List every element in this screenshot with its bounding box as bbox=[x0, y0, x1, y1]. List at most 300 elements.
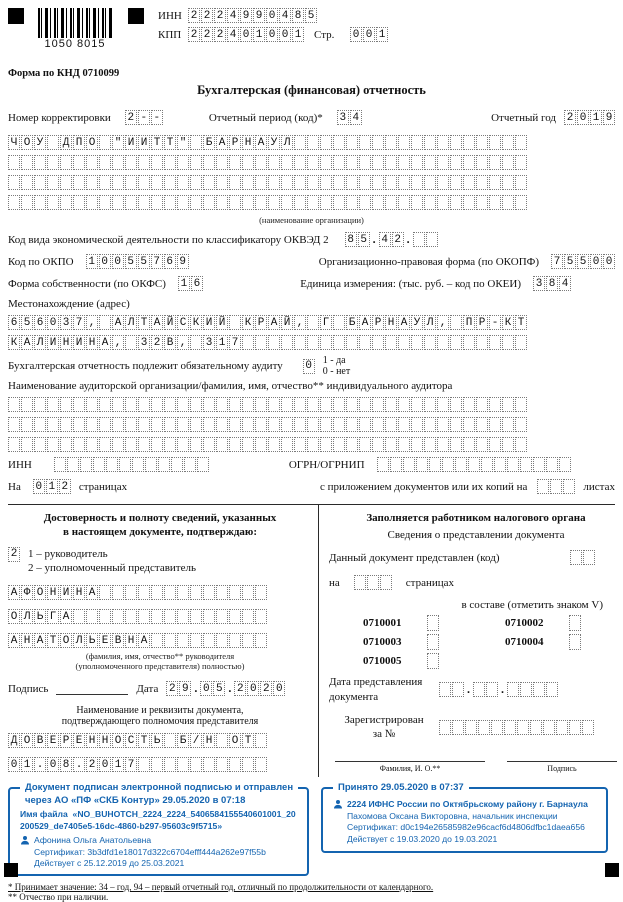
form-cell[interactable] bbox=[439, 720, 451, 735]
audit-field[interactable] bbox=[303, 359, 315, 374]
form-cell[interactable] bbox=[177, 397, 189, 412]
form-cell[interactable] bbox=[294, 155, 306, 170]
form-cell[interactable]: Р bbox=[372, 315, 384, 330]
form-cell[interactable] bbox=[171, 457, 183, 472]
submitted-code-field[interactable] bbox=[570, 550, 595, 565]
form-cell[interactable]: Б bbox=[177, 733, 189, 748]
form-cell[interactable]: Д bbox=[8, 733, 20, 748]
form-cell[interactable]: Л bbox=[21, 609, 33, 624]
form-cell[interactable] bbox=[346, 417, 358, 432]
form-cell[interactable]: О bbox=[34, 585, 46, 600]
form-cell[interactable] bbox=[320, 155, 332, 170]
form-cell[interactable] bbox=[190, 757, 202, 772]
form-cell[interactable] bbox=[99, 609, 111, 624]
form-cell[interactable] bbox=[34, 437, 46, 452]
form-cell[interactable] bbox=[502, 175, 514, 190]
form-cell[interactable]: 7 bbox=[73, 315, 85, 330]
form-cell[interactable] bbox=[333, 175, 345, 190]
auditor-name-row[interactable] bbox=[8, 417, 615, 432]
form-cell[interactable] bbox=[242, 633, 254, 648]
form-cell[interactable] bbox=[450, 155, 462, 170]
form-cell[interactable]: 3 bbox=[203, 335, 215, 350]
form-cell[interactable] bbox=[346, 397, 358, 412]
form-cell[interactable] bbox=[203, 417, 215, 432]
form-cell[interactable] bbox=[47, 397, 59, 412]
form-cell[interactable] bbox=[112, 155, 124, 170]
form-cell[interactable] bbox=[112, 417, 124, 432]
form-cell[interactable] bbox=[489, 397, 501, 412]
org-name-row[interactable] bbox=[8, 155, 615, 170]
form-cell[interactable] bbox=[125, 155, 137, 170]
form-cell[interactable] bbox=[476, 175, 488, 190]
form-cell[interactable]: 1 bbox=[376, 27, 388, 42]
form-cell[interactable] bbox=[385, 135, 397, 150]
form-cell[interactable] bbox=[177, 155, 189, 170]
form-cell[interactable] bbox=[294, 335, 306, 350]
form-cell[interactable] bbox=[380, 575, 392, 590]
form-cell[interactable] bbox=[164, 397, 176, 412]
form-cell[interactable] bbox=[138, 175, 150, 190]
form-cell[interactable] bbox=[47, 175, 59, 190]
form-cell[interactable]: - bbox=[151, 110, 163, 125]
form-cell[interactable] bbox=[424, 175, 436, 190]
form-cell[interactable] bbox=[203, 757, 215, 772]
form-cell[interactable] bbox=[112, 437, 124, 452]
form-cell[interactable] bbox=[583, 550, 595, 565]
org-name-row[interactable] bbox=[8, 135, 615, 150]
form-cell[interactable]: 5 bbox=[21, 315, 33, 330]
form-cell[interactable] bbox=[307, 315, 319, 330]
form-cell[interactable] bbox=[398, 135, 410, 150]
form-cell[interactable] bbox=[489, 155, 501, 170]
org-name-row[interactable] bbox=[8, 175, 615, 190]
form-cell[interactable]: Н bbox=[385, 315, 397, 330]
form-cell[interactable] bbox=[203, 397, 215, 412]
form-cell[interactable]: Й bbox=[164, 315, 176, 330]
form-cell[interactable] bbox=[255, 397, 267, 412]
form-cell[interactable] bbox=[452, 682, 464, 697]
form-cell[interactable] bbox=[390, 457, 402, 472]
sign-date-day[interactable] bbox=[166, 681, 191, 696]
form-cell[interactable] bbox=[320, 417, 332, 432]
form-cell[interactable] bbox=[372, 175, 384, 190]
form-cell[interactable] bbox=[307, 155, 319, 170]
form-cell[interactable] bbox=[8, 437, 20, 452]
form-cell[interactable] bbox=[190, 609, 202, 624]
form-cell[interactable] bbox=[450, 195, 462, 210]
signature-line[interactable] bbox=[56, 683, 128, 695]
form-cell[interactable] bbox=[416, 457, 428, 472]
form-cell[interactable] bbox=[491, 720, 503, 735]
form-cell[interactable] bbox=[93, 457, 105, 472]
form-cell[interactable] bbox=[437, 175, 449, 190]
form-cell[interactable] bbox=[442, 457, 454, 472]
form-cell[interactable] bbox=[47, 417, 59, 432]
form-cell[interactable]: 2 bbox=[86, 757, 98, 772]
form-cell[interactable]: 1 bbox=[21, 757, 33, 772]
form-cell[interactable] bbox=[398, 335, 410, 350]
form-cell[interactable]: 2 bbox=[234, 681, 246, 696]
form-cell[interactable]: У bbox=[268, 135, 280, 150]
authority-doc-row[interactable] bbox=[8, 733, 312, 748]
form-cell[interactable] bbox=[164, 175, 176, 190]
form-cell[interactable] bbox=[468, 457, 480, 472]
form-cell[interactable] bbox=[60, 397, 72, 412]
tax-pages-field[interactable] bbox=[354, 575, 392, 590]
form-cell[interactable] bbox=[533, 682, 545, 697]
form-cell[interactable] bbox=[125, 397, 137, 412]
form-cell[interactable] bbox=[229, 437, 241, 452]
form-cell[interactable] bbox=[507, 682, 519, 697]
form-cell[interactable] bbox=[333, 195, 345, 210]
form-cell[interactable]: 4 bbox=[559, 276, 571, 291]
form-cell[interactable]: 0 bbox=[33, 479, 45, 494]
form-cell[interactable] bbox=[34, 175, 46, 190]
form-cell[interactable] bbox=[424, 135, 436, 150]
form-cell[interactable]: 3 bbox=[533, 276, 545, 291]
form-cell[interactable]: Р bbox=[229, 135, 241, 150]
form-cell[interactable] bbox=[229, 155, 241, 170]
form-cell[interactable] bbox=[385, 417, 397, 432]
form-cell[interactable] bbox=[242, 155, 254, 170]
form-cell[interactable]: С bbox=[125, 733, 137, 748]
form-cell[interactable]: Р bbox=[60, 733, 72, 748]
form-cell[interactable] bbox=[424, 437, 436, 452]
form-cell[interactable] bbox=[533, 457, 545, 472]
form-cell[interactable] bbox=[398, 175, 410, 190]
form-cell[interactable]: , bbox=[437, 315, 449, 330]
form-cell[interactable] bbox=[450, 417, 462, 432]
form-cell[interactable] bbox=[125, 417, 137, 432]
form-cell[interactable] bbox=[515, 335, 527, 350]
form-cell[interactable] bbox=[320, 135, 332, 150]
signer-code-field[interactable] bbox=[8, 547, 20, 562]
form-cell[interactable] bbox=[216, 609, 228, 624]
form-cell[interactable] bbox=[294, 437, 306, 452]
okfs-field[interactable] bbox=[178, 276, 203, 291]
form-cell[interactable] bbox=[138, 397, 150, 412]
form-cell[interactable] bbox=[367, 575, 379, 590]
form-cell[interactable] bbox=[203, 609, 215, 624]
form-cell[interactable] bbox=[158, 457, 170, 472]
form-cell[interactable] bbox=[333, 335, 345, 350]
page-number-field[interactable] bbox=[350, 27, 388, 42]
form-cell[interactable] bbox=[177, 417, 189, 432]
form-cell[interactable] bbox=[281, 437, 293, 452]
form-cell[interactable] bbox=[424, 155, 436, 170]
form-cell[interactable] bbox=[216, 417, 228, 432]
form-cell[interactable] bbox=[333, 417, 345, 432]
form-cell[interactable] bbox=[242, 175, 254, 190]
form-cell[interactable] bbox=[437, 397, 449, 412]
form-cell[interactable] bbox=[494, 457, 506, 472]
form-cell[interactable] bbox=[164, 633, 176, 648]
form-cell[interactable] bbox=[216, 585, 228, 600]
form-cell[interactable]: А bbox=[60, 609, 72, 624]
form-cell[interactable] bbox=[73, 417, 85, 432]
form-cell[interactable]: 6 bbox=[8, 315, 20, 330]
form-cell[interactable] bbox=[424, 195, 436, 210]
form-cell[interactable] bbox=[398, 155, 410, 170]
form-cell[interactable] bbox=[426, 232, 438, 247]
form-cell[interactable]: О bbox=[8, 609, 20, 624]
form-cell[interactable]: 2 bbox=[125, 110, 137, 125]
form-cell[interactable]: Й bbox=[281, 315, 293, 330]
form-cell[interactable] bbox=[537, 479, 549, 494]
form-cell[interactable] bbox=[99, 135, 111, 150]
form-cell[interactable] bbox=[307, 195, 319, 210]
form-cell[interactable] bbox=[465, 720, 477, 735]
form-cell[interactable] bbox=[320, 437, 332, 452]
form-cell[interactable] bbox=[424, 335, 436, 350]
form-cell[interactable] bbox=[520, 682, 532, 697]
form-cell[interactable] bbox=[481, 457, 493, 472]
form-cell[interactable] bbox=[151, 397, 163, 412]
form-cell[interactable]: Б bbox=[346, 315, 358, 330]
form-cell[interactable] bbox=[320, 335, 332, 350]
form-cell[interactable] bbox=[229, 585, 241, 600]
correction-field[interactable] bbox=[125, 110, 163, 125]
form-cell[interactable] bbox=[450, 315, 462, 330]
form-cell[interactable] bbox=[190, 397, 202, 412]
form-cell[interactable]: Л bbox=[73, 633, 85, 648]
form-cell[interactable]: А bbox=[151, 315, 163, 330]
form-cell[interactable] bbox=[138, 585, 150, 600]
form-cell[interactable] bbox=[138, 437, 150, 452]
form-cell[interactable]: К bbox=[502, 315, 514, 330]
form-cell[interactable] bbox=[478, 720, 490, 735]
form-cell[interactable]: О bbox=[21, 733, 33, 748]
form-cell[interactable] bbox=[99, 585, 111, 600]
form-cell[interactable]: , bbox=[86, 315, 98, 330]
form-cell[interactable]: 0 bbox=[303, 359, 315, 374]
form-cell[interactable] bbox=[569, 720, 581, 735]
form-cell[interactable] bbox=[450, 135, 462, 150]
form-cell[interactable]: Т bbox=[138, 733, 150, 748]
signer-firstname-row[interactable] bbox=[8, 609, 312, 624]
form-cell[interactable] bbox=[504, 720, 516, 735]
form-cell[interactable] bbox=[229, 195, 241, 210]
form-cell[interactable] bbox=[515, 195, 527, 210]
form-cell[interactable] bbox=[86, 417, 98, 432]
form-cell[interactable] bbox=[424, 417, 436, 432]
form-cell[interactable]: , bbox=[112, 335, 124, 350]
form-cell[interactable]: 8 bbox=[345, 232, 357, 247]
form-cell[interactable] bbox=[359, 175, 371, 190]
form-cell[interactable]: Е bbox=[73, 733, 85, 748]
form-cell[interactable]: 8 bbox=[292, 8, 304, 23]
form-cell[interactable]: Т bbox=[47, 633, 59, 648]
form-cell[interactable] bbox=[60, 437, 72, 452]
form-cell[interactable] bbox=[359, 195, 371, 210]
form-cell[interactable] bbox=[138, 609, 150, 624]
form-cell[interactable] bbox=[73, 155, 85, 170]
form-cell[interactable] bbox=[151, 417, 163, 432]
form-cell[interactable] bbox=[99, 195, 111, 210]
form-cell[interactable] bbox=[385, 437, 397, 452]
form-cell[interactable] bbox=[437, 437, 449, 452]
form-cell[interactable]: 2 bbox=[188, 8, 200, 23]
form-cell[interactable] bbox=[556, 720, 568, 735]
form-cell[interactable] bbox=[333, 155, 345, 170]
form-cell[interactable] bbox=[515, 417, 527, 432]
form-cell[interactable]: Е bbox=[99, 633, 111, 648]
form-cell[interactable] bbox=[476, 335, 488, 350]
form-cell[interactable] bbox=[151, 585, 163, 600]
form-cell[interactable] bbox=[372, 155, 384, 170]
form-cell[interactable] bbox=[177, 633, 189, 648]
form-cell[interactable]: , bbox=[294, 315, 306, 330]
form-cell[interactable] bbox=[307, 397, 319, 412]
form-cell[interactable] bbox=[255, 609, 267, 624]
form-cell[interactable]: 6 bbox=[164, 254, 176, 269]
form-cell[interactable]: И bbox=[125, 135, 137, 150]
form-cell[interactable] bbox=[242, 417, 254, 432]
form-cell[interactable] bbox=[530, 720, 542, 735]
form-cell[interactable] bbox=[86, 609, 98, 624]
form-cell[interactable] bbox=[99, 155, 111, 170]
form-cell[interactable]: А bbox=[99, 335, 111, 350]
form-cell[interactable] bbox=[268, 417, 280, 432]
form-cell[interactable] bbox=[177, 585, 189, 600]
form-cell[interactable]: С bbox=[177, 315, 189, 330]
form-cell[interactable] bbox=[359, 397, 371, 412]
form-cell[interactable] bbox=[47, 155, 59, 170]
form-cell[interactable]: У bbox=[411, 315, 423, 330]
form-cell[interactable] bbox=[411, 437, 423, 452]
form-cell[interactable] bbox=[229, 315, 241, 330]
form-cell[interactable] bbox=[398, 195, 410, 210]
form-cell[interactable] bbox=[502, 195, 514, 210]
form-cell[interactable] bbox=[125, 335, 137, 350]
form-cell[interactable] bbox=[294, 417, 306, 432]
form-cell[interactable] bbox=[563, 479, 575, 494]
form-cell[interactable] bbox=[99, 417, 111, 432]
form-cell[interactable]: О bbox=[229, 733, 241, 748]
form-cell[interactable] bbox=[413, 232, 425, 247]
form-cell[interactable] bbox=[372, 335, 384, 350]
form-cell[interactable]: Ь bbox=[34, 609, 46, 624]
form-cell[interactable] bbox=[346, 335, 358, 350]
form-cell[interactable] bbox=[450, 335, 462, 350]
form-cell[interactable] bbox=[515, 175, 527, 190]
form-cell[interactable]: Т bbox=[164, 135, 176, 150]
form-cell[interactable] bbox=[307, 437, 319, 452]
form-cell[interactable] bbox=[112, 609, 124, 624]
form-cell[interactable] bbox=[242, 397, 254, 412]
form-cell[interactable] bbox=[86, 397, 98, 412]
form-cell[interactable] bbox=[229, 175, 241, 190]
form-cell[interactable] bbox=[354, 575, 366, 590]
form-cell[interactable] bbox=[255, 335, 267, 350]
form-cell[interactable]: 0 bbox=[603, 254, 615, 269]
form-cell[interactable] bbox=[346, 155, 358, 170]
form-cell[interactable]: . bbox=[73, 757, 85, 772]
form-cell[interactable]: 0 bbox=[279, 27, 291, 42]
form-cell[interactable] bbox=[242, 437, 254, 452]
form-cell[interactable] bbox=[307, 175, 319, 190]
form-cell[interactable] bbox=[60, 175, 72, 190]
form-cell[interactable] bbox=[411, 175, 423, 190]
form-cell[interactable]: 9 bbox=[240, 8, 252, 23]
form-cell[interactable]: А bbox=[8, 585, 20, 600]
form-cell[interactable] bbox=[476, 135, 488, 150]
form-cell[interactable] bbox=[54, 457, 66, 472]
form-cell[interactable] bbox=[190, 335, 202, 350]
form-cell[interactable]: 5 bbox=[305, 8, 317, 23]
form-cell[interactable]: И bbox=[73, 335, 85, 350]
form-cell[interactable] bbox=[476, 397, 488, 412]
form-cell[interactable]: Б bbox=[203, 135, 215, 150]
form-cell[interactable] bbox=[385, 397, 397, 412]
form-cell[interactable]: 1 bbox=[178, 276, 190, 291]
form-cell[interactable] bbox=[385, 335, 397, 350]
form-cell[interactable] bbox=[164, 417, 176, 432]
form-cell[interactable] bbox=[112, 397, 124, 412]
form-cell[interactable] bbox=[398, 397, 410, 412]
submission-date-year[interactable] bbox=[507, 682, 558, 697]
form-cell[interactable] bbox=[190, 155, 202, 170]
form-cell[interactable] bbox=[203, 585, 215, 600]
form-cell[interactable] bbox=[463, 175, 475, 190]
form-cell[interactable] bbox=[463, 195, 475, 210]
form-cell[interactable]: - bbox=[489, 315, 501, 330]
form-cell[interactable]: А bbox=[34, 633, 46, 648]
form-cell[interactable] bbox=[229, 397, 241, 412]
form-cell[interactable] bbox=[86, 437, 98, 452]
form-cell[interactable]: Г bbox=[47, 609, 59, 624]
form-cell[interactable] bbox=[125, 437, 137, 452]
form-cell[interactable] bbox=[86, 155, 98, 170]
form-cell[interactable] bbox=[203, 437, 215, 452]
form-cell[interactable] bbox=[411, 195, 423, 210]
form-cell[interactable] bbox=[255, 437, 267, 452]
form-cell[interactable] bbox=[411, 417, 423, 432]
form-cell[interactable] bbox=[385, 195, 397, 210]
form-cell[interactable]: И bbox=[47, 335, 59, 350]
form-cell[interactable] bbox=[476, 417, 488, 432]
form-cell[interactable] bbox=[190, 135, 202, 150]
form-cell[interactable]: 2 bbox=[151, 335, 163, 350]
form-cell[interactable] bbox=[60, 195, 72, 210]
form-cell[interactable] bbox=[320, 175, 332, 190]
form-code-checkbox[interactable] bbox=[569, 634, 581, 650]
form-cell[interactable] bbox=[372, 135, 384, 150]
form-cell[interactable] bbox=[502, 437, 514, 452]
form-cell[interactable] bbox=[346, 135, 358, 150]
form-cell[interactable] bbox=[203, 633, 215, 648]
form-cell[interactable] bbox=[489, 175, 501, 190]
form-cell[interactable] bbox=[125, 609, 137, 624]
form-cell[interactable] bbox=[47, 437, 59, 452]
form-cell[interactable] bbox=[151, 155, 163, 170]
form-cell[interactable] bbox=[398, 417, 410, 432]
form-cell[interactable]: 3 bbox=[337, 110, 349, 125]
form-cell[interactable] bbox=[450, 437, 462, 452]
form-cell[interactable] bbox=[320, 397, 332, 412]
form-cell[interactable] bbox=[346, 195, 358, 210]
form-cell[interactable] bbox=[333, 437, 345, 452]
form-cell[interactable] bbox=[502, 397, 514, 412]
form-cell[interactable] bbox=[86, 195, 98, 210]
form-cell[interactable] bbox=[359, 155, 371, 170]
form-cell[interactable]: 9 bbox=[603, 110, 615, 125]
year-field[interactable] bbox=[564, 110, 615, 125]
form-cell[interactable]: В bbox=[34, 733, 46, 748]
form-cell[interactable] bbox=[8, 417, 20, 432]
form-cell[interactable] bbox=[268, 175, 280, 190]
form-cell[interactable] bbox=[489, 135, 501, 150]
